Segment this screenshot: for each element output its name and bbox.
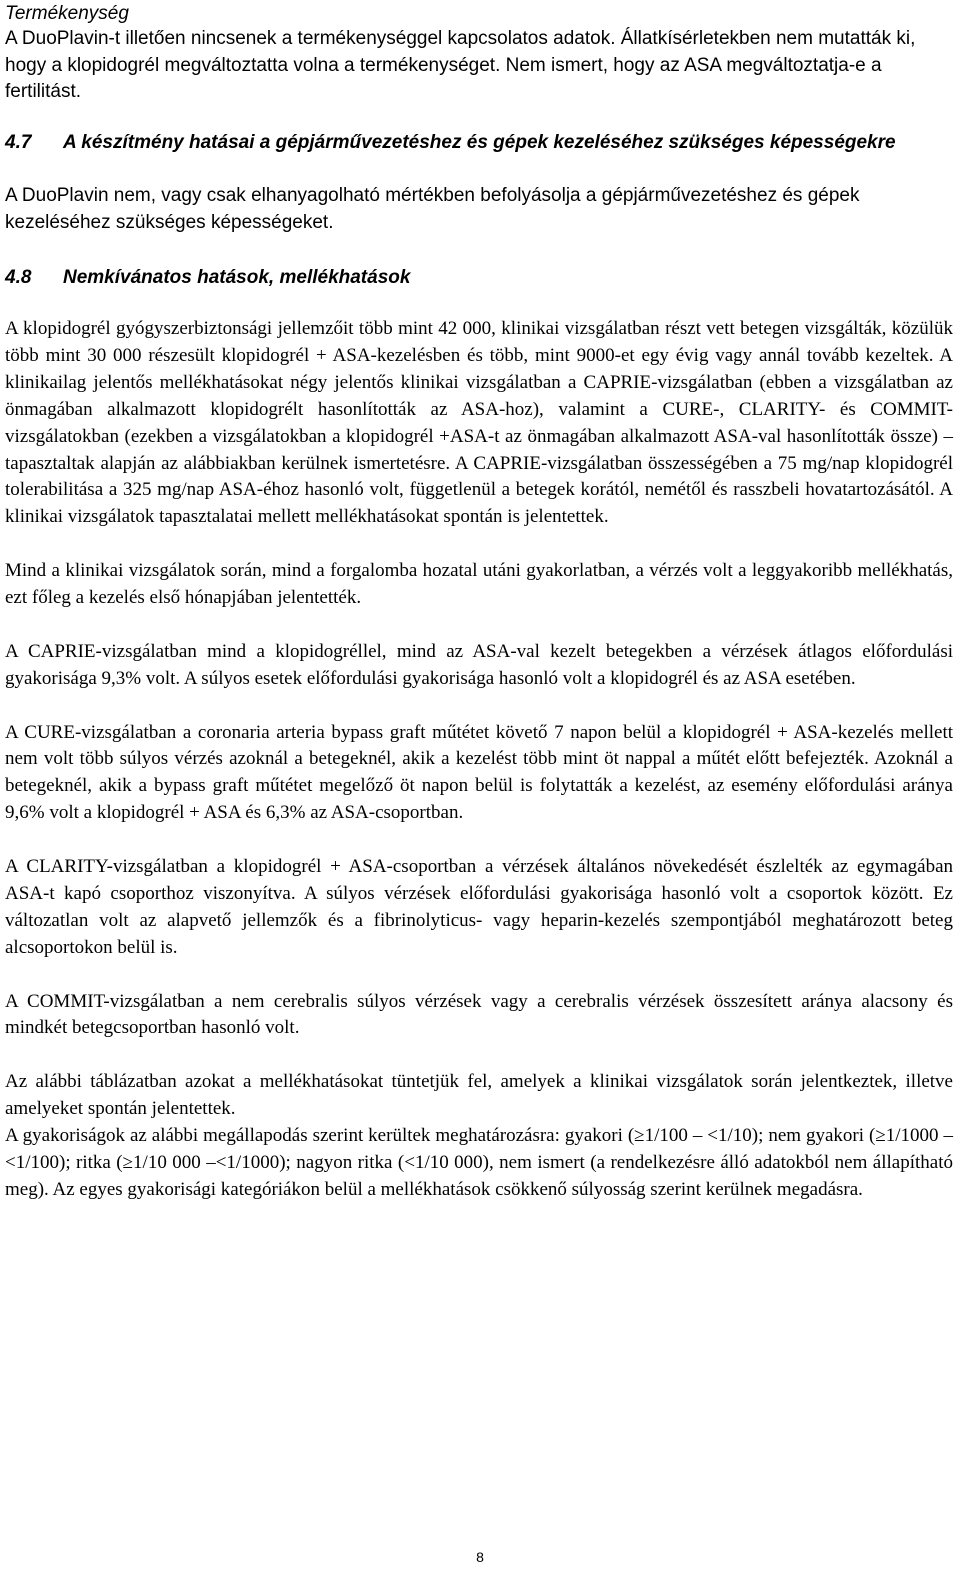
section-4-8-heading <box>5 266 410 290</box>
section-4-7-heading <box>5 131 896 155</box>
fertility-body: A DuoPlavin-t illetően nincsenek a termékenységgel kapcsolatos adatok. Állatkísérletekben nem mutatták ki, hogy a klopidogrél megváltoztatta volna a termékenységet. Nem ismert, hogy az ASA megváltoztatja-e a fertilitást. <box>5 28 916 102</box>
fertility-title: Termékenység <box>5 3 129 24</box>
paragraph-frequency-convention: A gyakoriságok az alábbi megállapodás szerint kerültek meghatározásra: gyakori (≥1/100 – <1/10); nem gyakori (≥1/1000 –<1/100); ritka (≥1/10 000 –<1/1000); nagyon ritka (<1/10 000), nem ismert (a rendelkezésre álló adatokból nem állapítható meg). Az egyes gyakorisági kategóriákon belül a mellékhatások csökkenő súlyosság szerint kerülnek megadásra. <box>5 1125 953 1200</box>
section-4-8-body <box>5 316 953 1231</box>
section-4-7-number: 4.7 <box>5 132 32 153</box>
paragraph-table-intro: Az alábbi táblázatban azokat a mellékhatásokat tüntetjük fel, amelyek a klinikai vizsgálatok során jelentkeztek, illetve amelyeket spontán jelentettek. <box>5 1071 953 1120</box>
paragraph-cure: A CURE-vizsgálatban a coronaria arteria bypass graft műtétet követő 7 napon belül a klopidogrél + ASA-kezelés mellett nem volt több súlyos vérzés azoknál a betegeknél, akik a kezelést több mint öt nappal a műtét előtt befejezték. Azoknál a betegeknél, akik a bypass graft műtétet megelőző öt napon belül is folytatták a kezelést, az esemény előfordulási aránya 9,6% volt a klopidogrél + ASA és 6,3% az ASA-csoportban. <box>5 721 953 824</box>
paragraph-bleeding-frequency: Mind a klinikai vizsgálatok során, mind a forgalomba hozatal utáni gyakorlatban, a vérzés volt a leggyakoribb mellékhatás, ezt főleg a kezelés első hónapjában jelentették. <box>5 560 953 609</box>
page-number: 8 <box>476 1549 484 1565</box>
paragraph-caprie: A CAPRIE-vizsgálatban mind a klopidogréllel, mind az ASA-val kezelt betegekben a vérzések átlagos előfordulási gyakorisága 9,3% volt. A súlyos esetek előfordulási gyakorisága hasonló volt a klopidogrél és az ASA esetében. <box>5 640 953 689</box>
section-4-7-title: A készítmény hatásai a gépjárművezetéshez és gépek kezeléséhez szükséges képességekre <box>63 132 896 153</box>
paragraph-commit: A COMMIT-vizsgálatban a nem cerebralis súlyos vérzések vagy a cerebralis vérzések összesített aránya alacsony és mindkét betegcsoportban hasonló volt. <box>5 990 953 1039</box>
paragraph-clarity: A CLARITY-vizsgálatban a klopidogrél + ASA-csoportban a vérzések általános növekedését észlelték az egymagában ASA-t kapó csoporthoz viszonyítva. A súlyos vérzések előfordulási gyakorisága hasonló volt a csoportok között. Ez változatlan volt az alapvető jellemzők és a fibrinolyticus- vagy heparin-kezelés szempontjából meghatározott beteg alcsoportokon belül is. <box>5 856 953 958</box>
paragraph-safety-overview: A klopidogrél gyógyszerbiztonsági jellemzőit több mint 42 000, klinikai vizsgálatban részt vett betegen vizsgálták, közülük több mint 30 000 részesült klopidogrél + ASA-kezelésben és több, mint 9000-et egy évig vagy annál tovább kezeltek. A klinikailag jelentős mellékhatásokat négy jelentős klinikai vizsgálatban a CAPRIE-vizsgálatban (ebben a vizsgálatban az önmagában alkalmazott klopidogrélt hasonlították az ASA-hoz), valamint a CURE-, CLARITY- és COMMIT-vizsgálatokban (ezekben a vizsgálatokban a klopidogrél +ASA-t az önmagában alkalmazott ASA-val hasonlították össze) – tapasztaltak alapján az alábbiakban kerülnek ismertetésre. A CAPRIE-vizsgálatban összességében a 75 mg/nap klopidogrél tolerabilitása a 325 mg/nap ASA-éhoz hasonló volt, függetlenül a betegek korától, nemétől és rasszbeli hovatartozásától. A klinikai vizsgálatok tapasztalatai mellett mellékhatásokat spontán is jelentettek. <box>5 318 953 528</box>
section-4-8-number: 4.8 <box>5 267 32 288</box>
section-4-8-title: Nemkívánatos hatások, mellékhatások <box>63 267 411 288</box>
section-4-7-body: A DuoPlavin nem, vagy csak elhanyagolható mértékben befolyásolja a gépjárművezetéshez és gépek kezeléséhez szükséges képességeket. <box>5 185 860 233</box>
